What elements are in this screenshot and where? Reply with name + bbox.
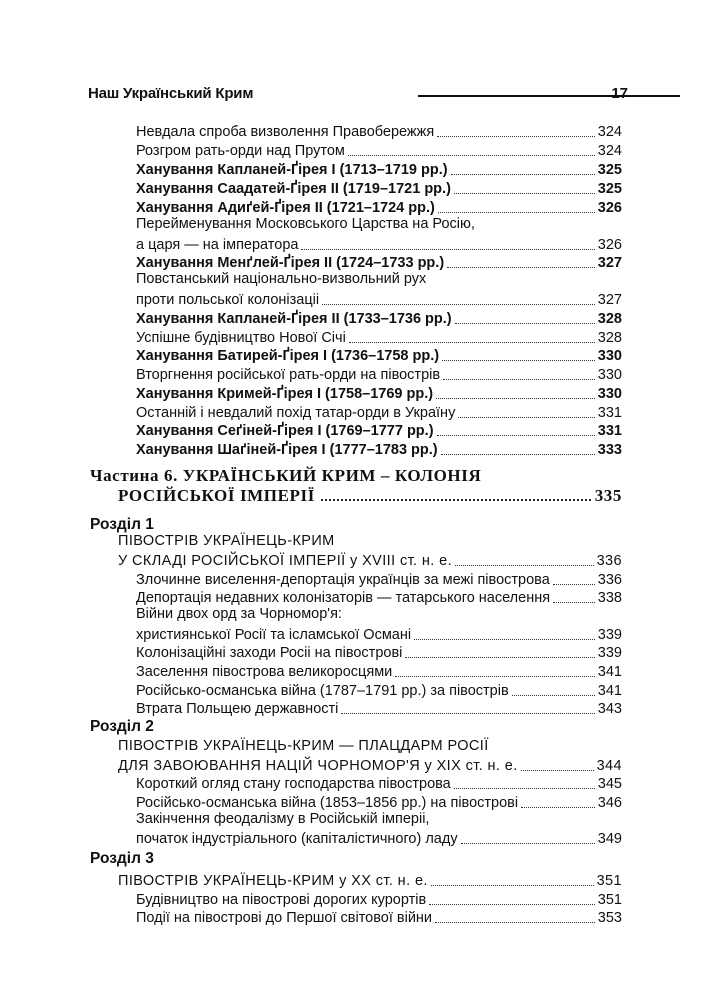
- toc-entry-text: Російсько-османська війна (1853–1856 рр.) на півострові: [136, 795, 519, 811]
- leader-dots: [405, 657, 594, 658]
- toc-entry-text: Ханування Адиґей-Ґірея ІІ (1721–1724 рр.): [136, 200, 435, 216]
- leader-dots: [455, 565, 594, 566]
- toc-entry[interactable]: [136, 587, 622, 607]
- toc-entry-text-line1: Війни двох орд за Чорномор'я:: [136, 606, 342, 622]
- toc-entry[interactable]: [136, 289, 622, 309]
- toc-entry-page: 353: [597, 910, 622, 926]
- leader-dots: [301, 249, 594, 250]
- toc-entry-text: Будівництво на півострові дорогих курортів: [136, 892, 427, 908]
- toc-entry[interactable]: [136, 889, 622, 909]
- toc-entry-page: 336: [597, 572, 622, 588]
- toc-entry-page: 338: [597, 590, 622, 606]
- section-title[interactable]: [118, 870, 622, 890]
- toc-entry-page: 346: [597, 795, 622, 811]
- part-page: 335: [594, 486, 622, 505]
- toc-entry-text: Ханування Менґлей-Ґірея ІІ (1724–1733 рр.): [136, 255, 445, 271]
- toc-entry-khan[interactable]: [136, 197, 622, 217]
- section-title[interactable]: [118, 550, 622, 570]
- leader-dots: [443, 379, 595, 380]
- leader-dots: [438, 212, 595, 213]
- leader-dots: [512, 695, 595, 696]
- toc-entry-khan[interactable]: [136, 308, 622, 328]
- toc-entry[interactable]: [136, 698, 622, 718]
- toc-entry-text: Злочинне виселення-депортація українців за межі півострова: [136, 572, 550, 588]
- leader-dots: [447, 267, 595, 268]
- toc-entry-khan[interactable]: [136, 345, 622, 365]
- leader-dots: [441, 454, 595, 455]
- toc-entry[interactable]: [136, 569, 622, 589]
- toc-entry-khan[interactable]: [136, 420, 622, 440]
- toc-entry-text: Останній і невдалий похід татар-орди в Україну: [136, 405, 456, 421]
- toc-entry-text-line1: Закінчення феодалізму в Російській імперіі,: [136, 811, 430, 827]
- toc-entry-text: Вторгнення російської рать-орди на півострів: [136, 367, 441, 383]
- toc-entry-page: 327: [597, 255, 622, 271]
- toc-entry-page: 345: [597, 776, 622, 792]
- toc-entry-page: 349: [597, 831, 622, 847]
- toc-entry-text: Ханування Батирей-Ґірея І (1736–1758 рр.): [136, 348, 440, 364]
- leader-dots: [395, 676, 595, 677]
- toc-entry-page: 343: [597, 701, 622, 717]
- toc-entry-text: Розгром рать-орди над Прутом: [136, 143, 345, 159]
- section-heading: Розділ 3: [90, 850, 154, 867]
- toc-entry-text-line1: Повстанський національно-визвольний рух: [136, 271, 427, 287]
- leader-dots: [461, 843, 595, 844]
- toc-entry-text: Короткий огляд стану господарства півострова: [136, 776, 451, 792]
- leader-dots: [322, 304, 595, 305]
- leader-dots: [455, 323, 595, 324]
- toc-entry-khan[interactable]: [136, 252, 622, 272]
- toc-entry-text: Успішне будівництво Нової Січі: [136, 330, 346, 346]
- part-heading[interactable]: [118, 482, 622, 506]
- page-number: 17: [611, 85, 628, 102]
- leader-dots: [435, 922, 595, 923]
- toc-entry-khan[interactable]: [136, 383, 622, 403]
- toc-entry-text: Заселення півострова великоросцями: [136, 664, 393, 680]
- leader-dots: [458, 417, 594, 418]
- toc-entry[interactable]: [136, 773, 622, 793]
- leader-dots: [521, 807, 595, 808]
- toc-entry-page: 326: [597, 200, 622, 216]
- part-heading-line1: Частина 6. УКРАЇНСЬКИЙ КРИМ – КОЛОНІЯ: [90, 466, 482, 485]
- toc-entry-page: 330: [597, 367, 622, 383]
- leader-dots: [437, 435, 595, 436]
- toc-entry-page: 331: [597, 423, 622, 439]
- toc-entry-page: 324: [597, 124, 622, 140]
- toc-entry-page: 326: [597, 237, 622, 253]
- toc-entry-page: 324: [597, 143, 622, 159]
- toc-entry-page: 341: [597, 683, 622, 699]
- section-page: 351: [596, 873, 622, 889]
- section-page: 344: [596, 758, 622, 774]
- section-title[interactable]: [118, 755, 622, 775]
- toc-entry-text: Колонізаційні заходи Росіі на півострові: [136, 645, 403, 661]
- toc-entry-khan[interactable]: [136, 439, 622, 459]
- toc-entry-text: Ханування Сеґіней-Ґірея І (1769–1777 рр.): [136, 423, 434, 439]
- toc-entry-text: проти польської колонізаціі: [136, 292, 320, 308]
- toc-entry[interactable]: [136, 364, 622, 384]
- leader-dots: [414, 639, 595, 640]
- toc-entry-page: 328: [597, 330, 622, 346]
- toc-entry-page: 328: [597, 311, 622, 327]
- toc-entry[interactable]: [136, 642, 622, 662]
- toc-entry-page: 330: [597, 386, 622, 402]
- toc-entry-text: Ханування Капланей-Ґірея І (1713–1719 рр.): [136, 162, 448, 178]
- toc-entry-text: Втрата Польщею державності: [136, 701, 339, 717]
- leader-dots: [431, 885, 594, 886]
- toc-entry-page: 339: [597, 627, 622, 643]
- leader-dots: [341, 713, 594, 714]
- toc-entry[interactable]: [136, 234, 622, 254]
- leader-dots: [321, 499, 591, 501]
- toc-entry-text: Ханування Саадатей-Ґірея ІІ (1719–1721 рр.): [136, 181, 451, 197]
- leader-dots: [348, 155, 595, 156]
- leader-dots: [436, 398, 595, 399]
- part-heading-line2: РОСІЙСЬКОЇ ІМПЕРІЇ: [118, 486, 315, 505]
- section-title-text: ДЛЯ ЗАВОЮВАННЯ НАЦІЙ ЧОРНОМОР'Я у XIX ст. н. е.: [118, 758, 518, 774]
- toc-entry[interactable]: [136, 907, 622, 927]
- section-heading: Розділ 1: [90, 516, 154, 533]
- toc-entry-text: Події на півострові до Першої світової війни: [136, 910, 433, 926]
- section-title-line1: ПІВОСТРІВ УКРАЇНЕЦЬ-КРИМ — ПЛАЦДАРМ РОСІЇ: [118, 738, 489, 754]
- toc-entry[interactable]: [136, 121, 622, 141]
- toc-entry[interactable]: [136, 792, 622, 812]
- toc-entry[interactable]: [136, 624, 622, 644]
- section-title-line1: ПІВОСТРІВ УКРАЇНЕЦЬ-КРИМ: [118, 533, 335, 549]
- leader-dots: [451, 174, 595, 175]
- leader-dots: [521, 770, 594, 771]
- book-title: Наш Український Крим: [88, 85, 254, 102]
- toc-entry-khan[interactable]: [136, 159, 622, 179]
- toc-entry-page: 351: [597, 892, 622, 908]
- toc-entry[interactable]: [136, 327, 622, 347]
- toc-entry-page: 327: [597, 292, 622, 308]
- toc-entry-text: Ханування Кримей-Ґірея І (1758–1769 рр.): [136, 386, 434, 402]
- leader-dots: [429, 904, 595, 905]
- toc-entry-page: 325: [597, 162, 622, 178]
- toc-entry-text: а царя — на імператора: [136, 237, 299, 253]
- toc-entry[interactable]: [136, 828, 622, 848]
- toc-entry[interactable]: [136, 140, 622, 160]
- toc-entry-page: 330: [597, 348, 622, 364]
- leader-dots: [553, 584, 595, 585]
- toc-entry[interactable]: [136, 402, 622, 422]
- toc-entry-text: Ханування Шаґіней-Ґірея І (1777–1783 рр.): [136, 442, 438, 458]
- toc-entry-page: 331: [597, 405, 622, 421]
- toc-entry-text: Невдала спроба визволення Правобережжя: [136, 124, 435, 140]
- section-page: 336: [596, 553, 622, 569]
- section-title-text: ПІВОСТРІВ УКРАЇНЕЦЬ-КРИМ у XX ст. н. е.: [118, 873, 428, 889]
- toc-entry-text: Депортація недавних колонізаторів — татарського населення: [136, 590, 551, 606]
- leader-dots: [454, 193, 595, 194]
- leader-dots: [553, 602, 595, 603]
- toc-entry-text: християнської Росії та ісламської Османі: [136, 627, 412, 643]
- toc-entry[interactable]: [136, 661, 622, 681]
- section-heading: Розділ 2: [90, 718, 154, 735]
- toc-entry-text: Ханування Капланей-Ґірея ІІ (1733–1736 рр.): [136, 311, 452, 327]
- leader-dots: [349, 342, 595, 343]
- toc-entry-text-line1: Перейменування Московського Царства на Росію,: [136, 216, 475, 232]
- toc-entry-text: початок індустріального (капіталістичного) ладу: [136, 831, 458, 847]
- toc-entry-khan[interactable]: [136, 178, 622, 198]
- section-title-text: У СКЛАДІ РОСІЙСЬКОЇ ІМПЕРІЇ у XVIII ст. н. е.: [118, 553, 453, 569]
- toc-entry-text: Російсько-османська війна (1787–1791 рр.) за півострів: [136, 683, 509, 699]
- toc-entry[interactable]: [136, 680, 622, 700]
- toc-entry-page: 339: [597, 645, 622, 661]
- leader-dots: [454, 788, 595, 789]
- toc-entry-page: 325: [597, 181, 622, 197]
- leader-dots: [437, 136, 595, 137]
- leader-dots: [442, 360, 595, 361]
- toc-entry-page: 341: [597, 664, 622, 680]
- toc-entry-page: 333: [597, 442, 622, 458]
